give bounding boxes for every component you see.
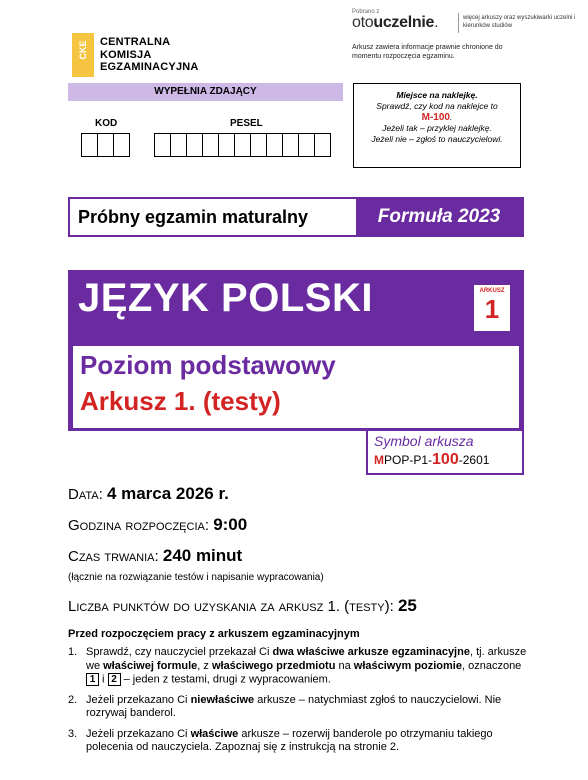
- logo-mark-text: CKE: [78, 40, 88, 60]
- symbol-end: -2601: [458, 453, 490, 467]
- info-start-time: [68, 515, 247, 535]
- duration-label: Czas trwania:: [68, 548, 159, 565]
- cke-logo-text: [100, 36, 199, 74]
- sticker-line-3: Jeżeli nie – zgłoś to nauczycielowi.: [371, 134, 503, 144]
- otouczelnie-logo[interactable]: [352, 14, 438, 32]
- level-title: Poziom podstawowy: [80, 350, 336, 380]
- pesel-boxes[interactable]: [155, 133, 331, 157]
- start-time-label: Godzina rozpoczęcia:: [68, 517, 210, 534]
- pesel-digit-box[interactable]: [186, 133, 203, 157]
- instruction-item-2: [68, 694, 528, 721]
- logo-line-3: EGZAMINACYJNA: [100, 61, 199, 74]
- pesel-digit-box[interactable]: [154, 133, 171, 157]
- pesel-digit-box[interactable]: [298, 133, 315, 157]
- pesel-digit-box[interactable]: [266, 133, 283, 157]
- instruction-item-1: [68, 646, 528, 687]
- symbol-mid: POP-P1-: [384, 453, 433, 467]
- pesel-digit-box[interactable]: [250, 133, 267, 157]
- sticker-area: [353, 83, 521, 168]
- info-date: [68, 484, 229, 504]
- sticker-line-2: Jeżeli tak – przyklej naklejkę.: [382, 123, 492, 133]
- pesel-label: PESEL: [230, 118, 263, 129]
- instruction-text: Jeżeli przekazano Ci niewłaściwe arkusze – natychmiast zgłoś to nauczycielowi. Nie rozrywaj banderol.: [86, 693, 502, 720]
- pesel-digit-box[interactable]: [218, 133, 235, 157]
- symbol-num: 100: [432, 451, 459, 468]
- symbol-box: [366, 431, 524, 475]
- arkusz-number-box: [473, 284, 511, 332]
- duration-note: (łącznie na rozwiązanie testów i napisanie wypracowania): [68, 572, 324, 583]
- symbol-label: Symbol arkusza: [374, 433, 474, 449]
- duration-value: 240 minut: [162, 546, 243, 565]
- exam-type: Próbny egzamin maturalny: [78, 207, 309, 227]
- symbol-code: [374, 451, 522, 469]
- cke-logo: [72, 33, 199, 77]
- exam-type-banner: [68, 197, 524, 237]
- brand-separator: [458, 13, 459, 33]
- brand-light: oto: [352, 14, 374, 31]
- brand-suffix: .: [434, 14, 439, 31]
- brand-bold: uczelnie: [373, 14, 435, 31]
- arkusz-number: 1: [484, 294, 500, 324]
- kod-label: KOD: [95, 118, 118, 129]
- symbol-m: M: [374, 453, 384, 467]
- instruction-number: 1.: [68, 646, 78, 658]
- sticker-title: Miejsce na naklejkę.: [396, 90, 478, 100]
- sheet-box-1: 1: [86, 673, 99, 686]
- points-value: 25: [397, 596, 417, 615]
- info-points: [68, 596, 417, 616]
- cke-logo-mark: [72, 33, 94, 77]
- pesel-digit-box[interactable]: [314, 133, 331, 157]
- sheet-box-2: 2: [108, 673, 121, 686]
- info-duration: [68, 546, 242, 566]
- logo-line-2: KOMISJA: [100, 48, 152, 61]
- kod-boxes[interactable]: [82, 133, 130, 157]
- pesel-digit-box[interactable]: [234, 133, 251, 157]
- instructions-heading: Przed rozpoczęciem pracy z arkuszem egzaminacyjnym: [68, 628, 360, 640]
- instruction-number: 2.: [68, 693, 78, 706]
- instructions-list: [68, 646, 528, 762]
- pesel-digit-box[interactable]: [202, 133, 219, 157]
- date-label: Data:: [68, 486, 103, 503]
- exam-formula: Formuła 2023: [356, 199, 522, 235]
- student-fill-header: WYPEŁNIA ZDAJĄCY: [68, 83, 343, 101]
- subject-banner: [68, 270, 524, 346]
- sticker-line-1: Sprawdź, czy kod na naklejce to: [376, 101, 498, 111]
- start-time-value: 9:00: [213, 515, 248, 534]
- pobrano-label: Pobrano z: [352, 9, 380, 15]
- instruction-number: 3.: [68, 727, 78, 740]
- date-value: 4 marca 2026 r.: [106, 484, 229, 503]
- kod-digit-box[interactable]: [81, 133, 98, 157]
- logo-line-1: CENTRALNA: [100, 36, 171, 49]
- sticker-code: M-100: [421, 112, 450, 123]
- pesel-digit-box[interactable]: [170, 133, 187, 157]
- arkusz-label: ARKUSZ: [479, 288, 505, 294]
- instruction-text: Sprawdź, czy nauczyciel przekazał Ci dwa właściwe arkusze egzaminacyjne, tj. arkusze we właściwej formule, z właściwego przedmiotu na właściwym poziomie, oznaczone 1 i 2 – jeden z testami, drugi z wypracowaniem.: [86, 646, 527, 686]
- subject-title: JĘZYK POLSKI: [78, 276, 373, 320]
- kod-digit-box[interactable]: [113, 133, 130, 157]
- points-label: Liczba punktów do uzyskania za arkusz 1. (testy):: [68, 598, 394, 615]
- instruction-text: Jeżeli przekazano Ci właściwe arkusze – rozerwij banderole po otrzymaniu takiego polecenia od nauczyciela. Zapoznaj się z instrukcją na stronie 2.: [86, 727, 493, 754]
- kod-digit-box[interactable]: [97, 133, 114, 157]
- level-box: [68, 346, 524, 431]
- rights-notice: Arkusz zawiera informacje prawnie chronione do momentu rozpoczęcia egzaminu.: [352, 44, 503, 60]
- instruction-item-3: [68, 728, 528, 755]
- pesel-digit-box[interactable]: [282, 133, 299, 157]
- sticker-code-suffix: .: [449, 112, 453, 122]
- brand-side-text: więcej arkuszy oraz wyszukiwarki uczelni i kierunków studiów: [463, 15, 576, 29]
- sheet-title: Arkusz 1. (testy): [80, 386, 281, 416]
